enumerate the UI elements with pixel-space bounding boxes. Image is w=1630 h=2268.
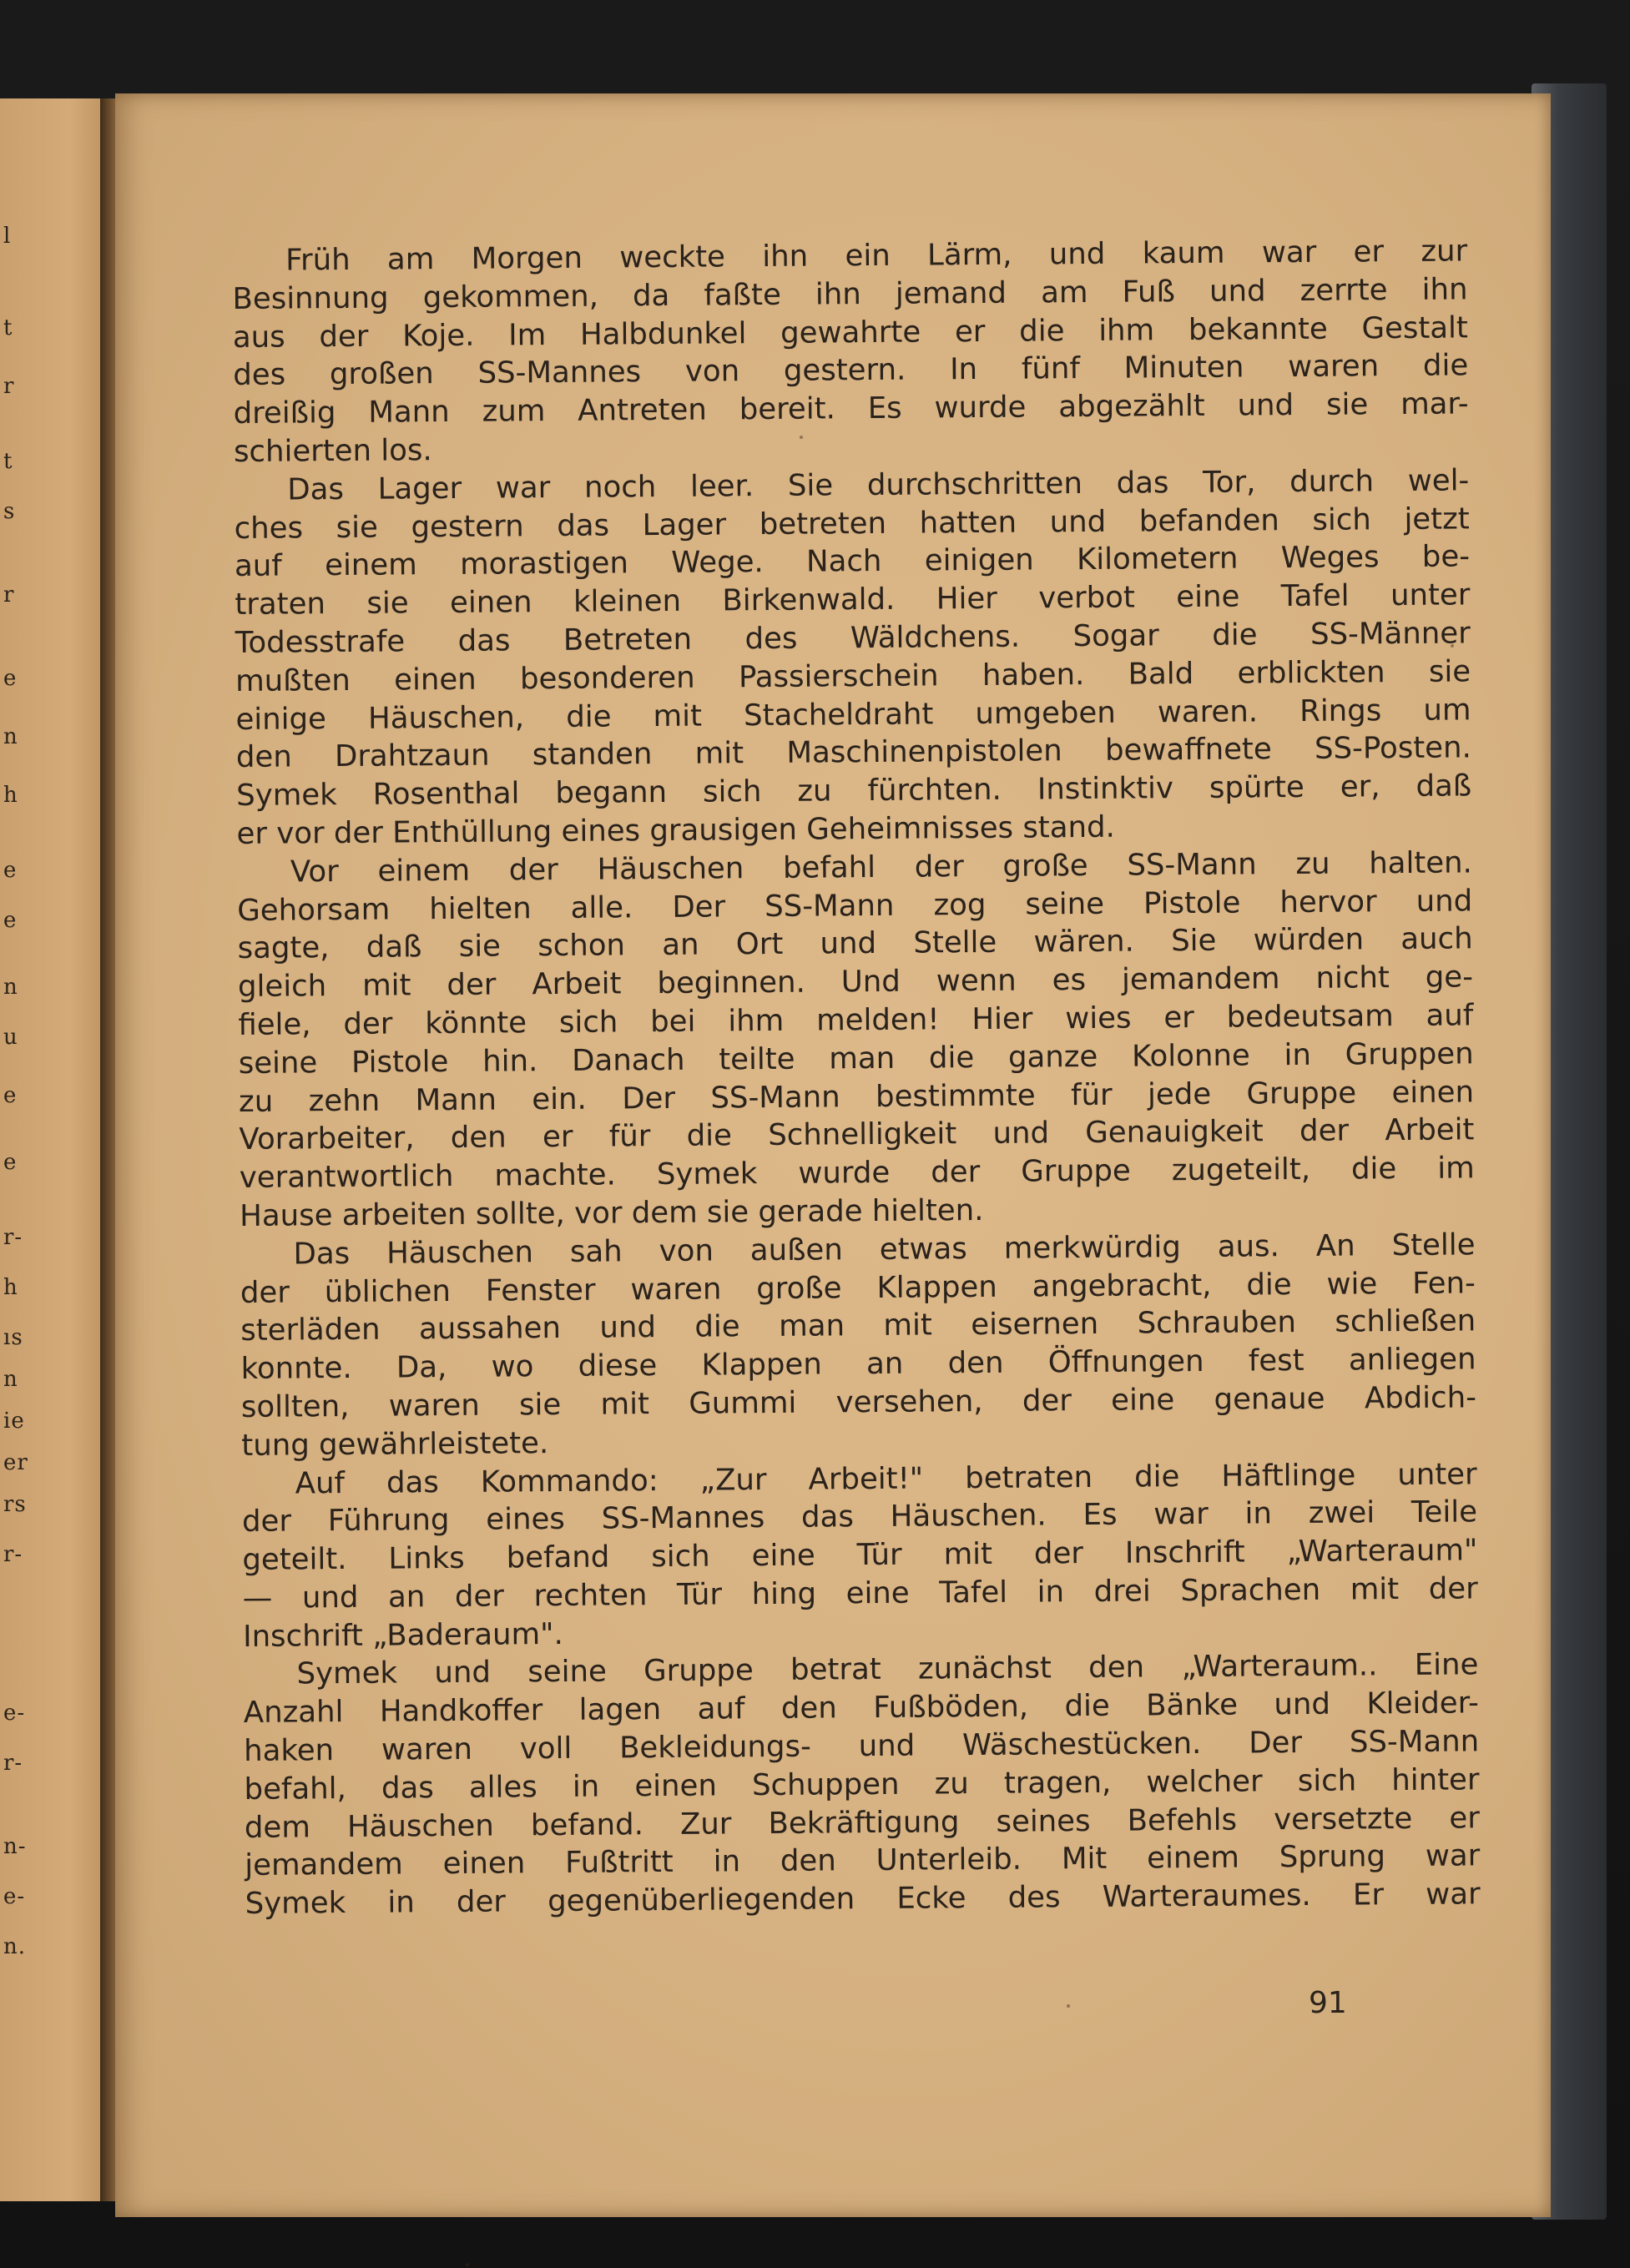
left-facing-page xyxy=(0,98,117,2201)
text-line: Symek in der gegenüberliegenden Ecke des Warteraumes. Er war xyxy=(245,1877,1481,1922)
text-line: traten sie einen kleinen Birkenwald. Hier verbot eine Tafel unter xyxy=(235,577,1471,622)
left-page-text-fragment: n xyxy=(3,975,18,1000)
left-page-text-fragment: u xyxy=(3,1025,18,1050)
text-line: auf einem morastigen Wege. Nach einigen Kilometern Weges be- xyxy=(234,539,1471,584)
text-line: fiele, der könnte sich bei ihm melden! Hier wies er bedeutsam auf xyxy=(238,998,1474,1042)
text-line: aus der Koje. Im Halbdunkel gewahrte er die ihm bekannte Gestalt xyxy=(232,310,1469,355)
left-page-text-fragment: h xyxy=(3,1275,18,1300)
page-number: 91 xyxy=(1309,1986,1347,2020)
text-line: verantwortlich machte. Symek wurde der Gruppe zugeteilt, die im xyxy=(239,1151,1475,1196)
left-page-text-fragment: ie xyxy=(3,1409,25,1434)
left-page-text-fragment: h xyxy=(3,783,18,808)
left-page-text-fragment: l xyxy=(3,224,12,249)
left-page-text-fragment: n- xyxy=(3,1834,27,1859)
text-line: Symek und seine Gruppe betrat zunächst den „Warteraum.. Eine xyxy=(296,1647,1479,1691)
text-line: seine Pistole hin. Danach teilte man die ganze Kolonne in Gruppen xyxy=(238,1036,1474,1081)
text-line: Besinnung gekommen, da faßte ihn jemand am Fuß und zerrte ihn xyxy=(232,272,1468,316)
text-line: gleich mit der Arbeit beginnen. Und wenn es jemandem nicht ge- xyxy=(237,960,1474,1005)
body-text xyxy=(232,232,1481,1923)
left-page-text-fragment: e xyxy=(3,858,18,883)
text-line: Das Lager war noch leer. Sie durchschritten das Tor, durch wel- xyxy=(287,463,1470,507)
paper-speck xyxy=(1067,2004,1070,2008)
text-line: sollten, waren sie mit Gummi versehen, der eine genaue Abdich- xyxy=(240,1380,1477,1424)
left-page-text-fragment: n xyxy=(3,724,18,749)
text-line: den Drahtzaun standen mit Maschinenpistolen bewaffnete SS-Posten. xyxy=(235,730,1471,775)
text-line: — und an der rechten Tür hing eine Tafel in drei Sprachen mit der xyxy=(242,1571,1478,1615)
text-line: der üblichen Fenster waren große Klappen angebracht, die wie Fen- xyxy=(240,1265,1476,1310)
left-page-text-fragment: e xyxy=(3,1083,18,1108)
text-line: jemandem einen Fußtritt in den Unterleib. Mit einem Sprung war xyxy=(245,1838,1481,1883)
left-page-text-fragment: rs xyxy=(3,1492,27,1517)
text-line: Anzahl Handkoffer lagen auf den Fußböden, die Bänke und Kleider- xyxy=(243,1686,1479,1731)
left-page-text-fragment: er xyxy=(3,1450,28,1475)
text-line: schierten los. xyxy=(233,433,432,469)
left-page-text-fragment: e xyxy=(3,908,18,933)
text-line: Vor einem der Häuschen befahl der große SS-Mann zu halten. xyxy=(290,845,1473,890)
text-line: Hause arbeiten sollte, vor dem sie gerade hielten. xyxy=(240,1192,984,1233)
left-page-text-fragment: r xyxy=(3,374,15,399)
text-line: haken waren voll Bekleidungs- und Wäschestücken. Der SS-Mann xyxy=(244,1724,1480,1769)
left-page-text-fragment: e xyxy=(3,1150,18,1175)
text-line: er vor der Enthüllung eines grausigen Geheimnisses stand. xyxy=(236,809,1115,851)
left-page-text-fragment: t xyxy=(3,315,13,340)
text-line: tung gewährleistete. xyxy=(241,1425,549,1463)
text-line: Auf das Kommando: „Zur Arbeit!" betraten die Häftlinge unter xyxy=(295,1456,1477,1500)
text-line: Früh am Morgen weckte ihn ein Lärm, und kaum war er zur xyxy=(285,234,1468,278)
left-page-text-fragment: s xyxy=(3,499,16,524)
text-line: dreißig Mann zum Antreten bereit. Es wurde abgezählt und sie mar- xyxy=(233,386,1469,431)
text-line: Vorarbeiter, den er für die Schnelligkeit und Genauigkeit der Arbeit xyxy=(239,1112,1475,1157)
left-page-text-fragment: r xyxy=(3,582,15,607)
paper-speck xyxy=(800,436,803,439)
text-line: des großen SS-Mannes von gestern. In fünf Minuten waren die xyxy=(233,348,1469,393)
text-line: sagte, daß sie schon an Ort und Stelle wären. Sie würden auch xyxy=(237,921,1473,966)
text-line: konnte. Da, wo diese Klappen an den Öffnungen fest anliegen xyxy=(240,1342,1476,1387)
left-page-text-fragment: e- xyxy=(3,1701,26,1726)
left-page-text-fragment: r- xyxy=(3,1751,23,1776)
left-page-text-fragment: r- xyxy=(3,1225,23,1250)
left-page-text-fragment: r- xyxy=(3,1542,23,1567)
left-page-text-fragment: n xyxy=(3,1367,18,1392)
text-line: einige Häuschen, die mit Stacheldraht umgeben waren. Rings um xyxy=(235,692,1471,737)
text-line: mußten einen besonderen Passierschein haben. Bald erblickten sie xyxy=(235,654,1471,698)
text-line: befahl, das alles in einen Schuppen zu tragen, welcher sich hinter xyxy=(244,1762,1480,1807)
text-line: Gehorsam hielten alle. Der SS-Mann zog seine Pistole hervor und xyxy=(237,883,1473,928)
text-line: geteilt. Links befand sich eine Tür mit der Inschrift „Warteraum" xyxy=(242,1533,1478,1578)
left-page-text-fragment: t xyxy=(3,449,13,474)
text-line: Todesstrafe das Betreten des Wäldchens. Sogar die SS-Männer xyxy=(235,616,1471,660)
left-page-text-fragment: ıs xyxy=(3,1325,23,1350)
left-page-text-fragment: e xyxy=(3,666,18,691)
text-line: dem Häuschen befand. Zur Bekräftigung seines Befehls versetzte er xyxy=(244,1800,1481,1845)
text-line: zu zehn Mann ein. Der SS-Mann bestimmte für jede Gruppe einen xyxy=(238,1074,1475,1119)
text-line: der Führung eines SS-Mannes das Häuschen. Es war in zwei Teile xyxy=(241,1494,1478,1540)
left-page-text-fragment: n. xyxy=(3,1934,27,1959)
text-line: Das Häuschen sah von außen etwas merkwürdig aus. An Stelle xyxy=(293,1227,1476,1272)
left-page-text-fragment: e- xyxy=(3,1884,26,1909)
right-page xyxy=(115,93,1551,2217)
text-line: Inschrift „Baderaum". xyxy=(242,1616,563,1654)
paper-speck xyxy=(1451,644,1454,648)
text-line: Symek Rosenthal begann sich zu fürchten. Instinktiv spürte er, daß xyxy=(236,769,1472,814)
paper-speck xyxy=(466,2263,469,2266)
text-line: sterläden aussahen und die man mit eisernen Schrauben schließen xyxy=(240,1303,1476,1348)
text-line: ches sie gestern das Lager betreten hatten und befanden sich jetzt xyxy=(234,501,1470,546)
